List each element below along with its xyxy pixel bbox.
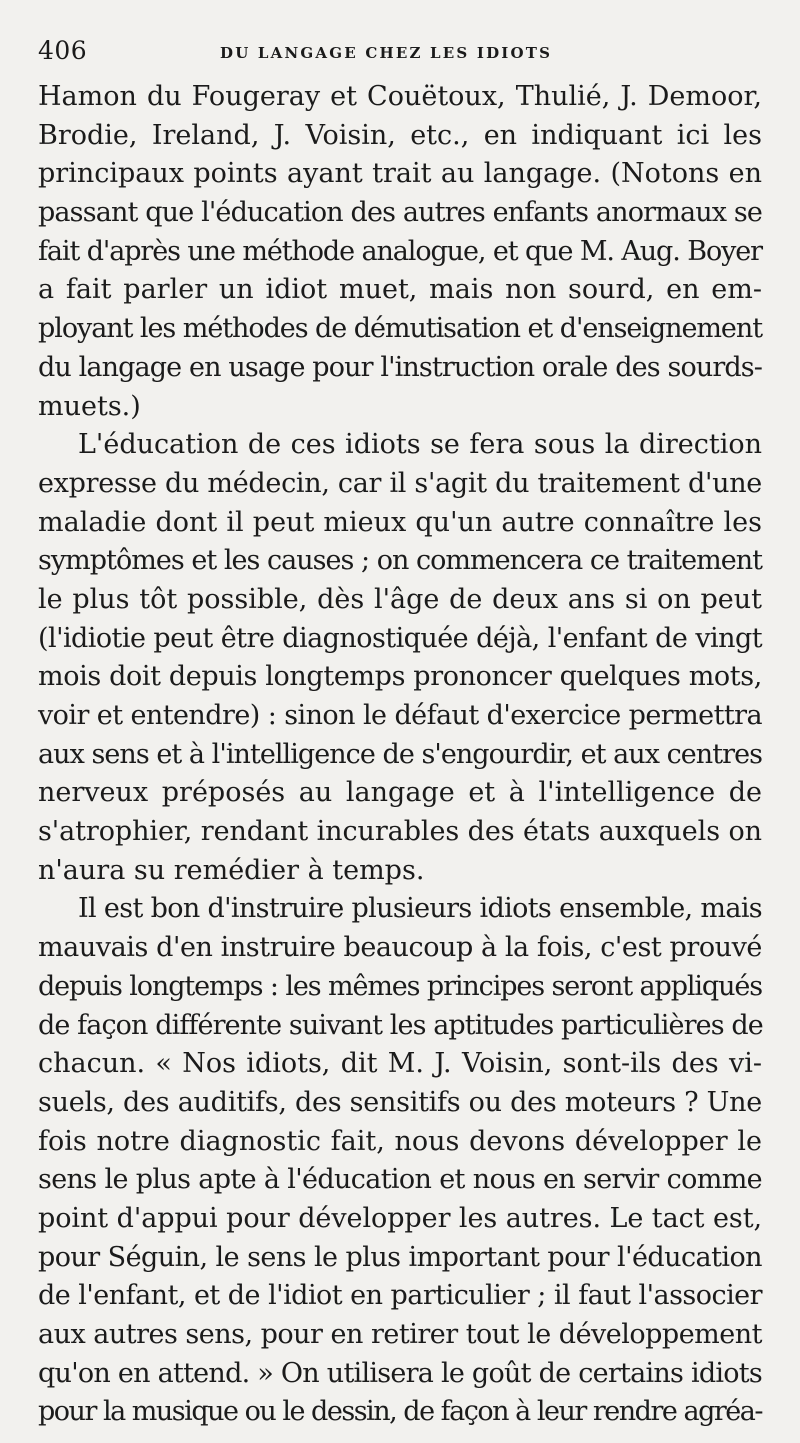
- text-line: fois notre diagnostic fait, nous devons développer le: [38, 1125, 762, 1157]
- text-line: pour la musique ou le dessin, de façon à leur rendre agréa-: [38, 1396, 762, 1428]
- text-line: n'aura su remédier à temps.: [38, 854, 425, 886]
- text-line: a fait parler un idiot muet, mais non sourd, en em-: [38, 274, 762, 306]
- text-line: muets.): [38, 390, 141, 422]
- text-line: (l'idiotie peut être diagnostiquée déjà, l'enfant de vingt: [38, 622, 762, 654]
- text-line: voir et entendre) : sinon le défaut d'exercice permettra: [38, 700, 763, 731]
- paragraph-3: [38, 890, 762, 1432]
- text-line: pour Séguin, le sens le plus important pour l'éducation: [38, 1241, 763, 1273]
- text-line: fait d'après une méthode analogue, et que M. Aug. Boyer: [38, 235, 762, 267]
- text-line: le plus tôt possible, dès l'âge de deux ans si on peut: [38, 583, 762, 615]
- text-line: s'atrophier, rendant incurables des états auxquels on: [38, 816, 762, 848]
- text-line: L'éducation de ces idiots se fera sous la direction: [78, 429, 762, 461]
- text-line: point d'appui pour développer les autres. Le tact est,: [38, 1202, 762, 1234]
- text-line: expresse du médecin, car il s'agit du traitement d'une: [38, 467, 762, 499]
- text-line: nerveux préposés au langage et à l'intelligence de: [38, 777, 762, 809]
- text-line: passant que l'éducation des autres enfants anormaux se: [38, 197, 762, 229]
- text-line: maladie dont il peut mieux qu'un autre connaître les: [38, 506, 762, 538]
- text-line: depuis longtemps : les mêmes principes seront appliqués: [38, 970, 762, 1002]
- text-line: sens le plus apte à l'éducation et nous en servir comme: [38, 1164, 762, 1196]
- text-line: qu'on en attend. » On utilisera le goût de certains idiots: [38, 1357, 763, 1389]
- page-number: 406: [38, 36, 88, 65]
- text-line: principaux points ayant trait au langage. (Notons en: [38, 158, 762, 190]
- body-text: [38, 78, 762, 1432]
- text-line: du langage en usage pour l'instruction orale des sourds-: [38, 351, 763, 383]
- text-line: aux autres sens, pour en retirer tout le développement: [38, 1319, 762, 1350]
- paragraph-2: [38, 426, 762, 890]
- text-line: Brodie, Ireland, J. Voisin, etc., en indiquant ici les: [38, 119, 762, 151]
- paragraph-1: [38, 78, 762, 426]
- text-line: de l'enfant, et de l'idiot en particulier ; il faut l'associer: [38, 1280, 763, 1312]
- text-line: de façon différente suivant les aptitudes particulières de: [38, 1009, 763, 1041]
- text-line: symptômes et les causes ; on commencera ce traitement: [38, 545, 762, 577]
- text-line: chacun. « Nos idiots, dit M. J. Voisin, sont-ils des vi-: [38, 1048, 762, 1080]
- text-line: Il est bon d'instruire plusieurs idiots ensemble, mais: [78, 893, 763, 925]
- text-line: aux sens et à l'intelligence de s'engourdir, et aux centres: [38, 738, 762, 770]
- text-line: Hamon du Fougeray et Couëtoux, Thulié, J. Demoor,: [38, 81, 762, 112]
- running-head: [38, 36, 762, 76]
- text-line: suels, des auditifs, des sensitifs ou des moteurs ? Une: [38, 1086, 762, 1118]
- text-line: mois doit depuis longtemps prononcer quelques mots,: [38, 661, 762, 693]
- running-title: DU LANGAGE CHEZ LES IDIOTS: [220, 44, 553, 62]
- text-line: ployant les méthodes de démutisation et d'enseignement: [38, 313, 762, 345]
- text-line: mauvais d'en instruire beaucoup à la fois, c'est prouvé: [38, 932, 762, 964]
